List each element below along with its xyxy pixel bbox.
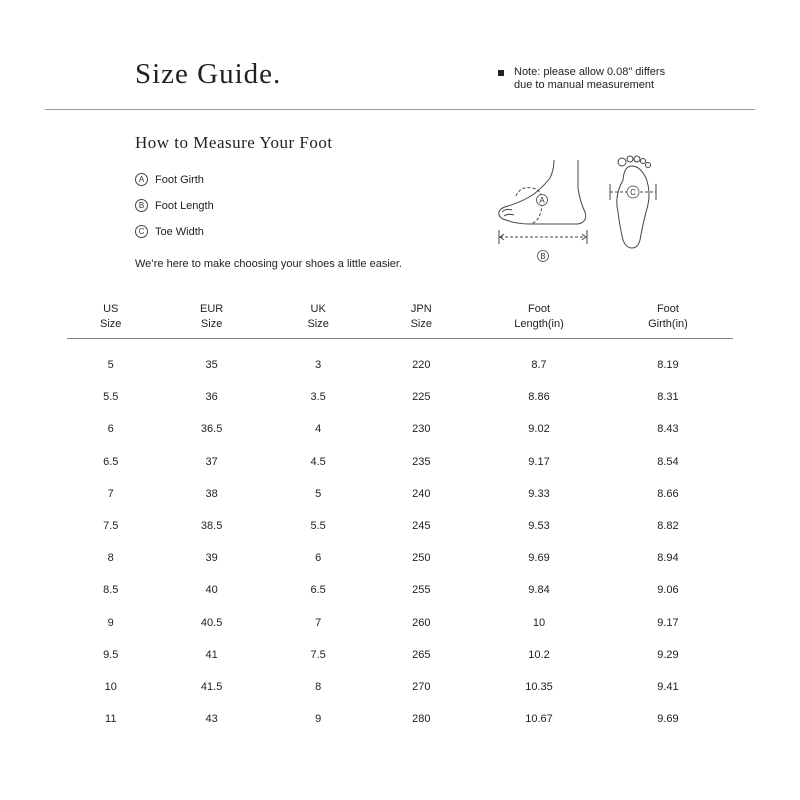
table-cell: 9.33 — [528, 487, 550, 500]
table-cell: 9.69 — [528, 552, 550, 565]
table-cell: 38.5 — [200, 520, 223, 533]
table-row — [67, 413, 733, 445]
table-cell: 39 — [205, 552, 218, 565]
diagram-marker-b: B — [540, 252, 546, 261]
section-title: How to Measure Your Foot — [135, 133, 333, 152]
table-cell: 250 — [412, 552, 431, 565]
legend-item-foot-length — [135, 199, 214, 212]
table-row — [67, 607, 733, 639]
table-row — [67, 542, 733, 574]
col-header-us: US Size — [67, 296, 154, 339]
table-cell: 11 — [105, 713, 117, 726]
table-cell: 9.17 — [528, 455, 550, 468]
table-row — [67, 381, 733, 413]
table-row — [67, 339, 733, 382]
table-cell: 5 — [107, 359, 114, 372]
table-cell: 5 — [315, 487, 322, 500]
table-row — [67, 510, 733, 542]
table-cell: 36.5 — [200, 423, 223, 436]
table-cell: 240 — [412, 487, 431, 500]
note-bullet-icon — [498, 70, 504, 76]
table-row — [67, 574, 733, 606]
table-row — [67, 639, 733, 671]
foot-measurement-diagram — [490, 150, 670, 268]
table-cell: 9.17 — [657, 616, 679, 629]
table-cell: 5.5 — [310, 520, 326, 533]
table-cell: 9.69 — [657, 713, 679, 726]
table-cell: 260 — [412, 616, 431, 629]
table-cell: 9.29 — [657, 648, 679, 661]
foot-sole-view-icon — [617, 166, 649, 248]
table-cell: 40 — [205, 584, 218, 597]
table-cell: 6 — [315, 552, 322, 565]
table-cell: 3 — [315, 359, 322, 372]
table-cell: 40.5 — [200, 616, 223, 629]
table-header-row — [67, 296, 733, 339]
table-cell: 5.5 — [103, 391, 119, 404]
table-cell: 280 — [412, 713, 431, 726]
tagline: We’re here to make choosing your shoes a little easier. — [135, 258, 402, 270]
table-cell: 10.2 — [528, 648, 550, 661]
table-cell: 8.94 — [657, 552, 679, 565]
col-header-foot-length: Foot Length(in) — [475, 296, 603, 339]
table-row — [67, 703, 733, 735]
table-cell: 9.5 — [103, 648, 119, 661]
table-cell: 255 — [412, 584, 431, 597]
marker-c-icon: C — [135, 225, 148, 238]
legend-item-foot-girth — [135, 173, 204, 186]
table-cell: 7 — [107, 487, 114, 500]
measurement-note — [498, 66, 698, 92]
table-cell: 9.84 — [528, 584, 550, 597]
table-cell: 8.5 — [103, 584, 119, 597]
col-header-uk: UK Size — [269, 296, 368, 339]
table-cell: 220 — [412, 359, 431, 372]
legend-label: Foot Length — [155, 199, 214, 212]
col-header-jpn: JPN Size — [367, 296, 475, 339]
table-cell: 9 — [107, 616, 114, 629]
table-cell: 8.82 — [657, 520, 679, 533]
table-cell: 4 — [315, 423, 322, 436]
table-cell: 6.5 — [103, 455, 119, 468]
table-cell: 7.5 — [103, 520, 119, 533]
table-cell: 270 — [412, 680, 431, 693]
table-cell: 8.43 — [657, 423, 679, 436]
girth-dashed-line — [516, 188, 542, 224]
table-cell: 8.54 — [657, 455, 679, 468]
table-cell: 9.53 — [528, 520, 550, 533]
col-header-eur: EUR Size — [154, 296, 268, 339]
table-cell: 10.67 — [525, 713, 553, 726]
table-cell: 8.66 — [657, 487, 679, 500]
table-cell: 8 — [315, 680, 322, 693]
table-cell: 8.86 — [528, 391, 550, 404]
table-cell: 235 — [412, 455, 431, 468]
table-cell: 41.5 — [200, 680, 223, 693]
marker-a-icon: A — [135, 173, 148, 186]
table-cell: 7.5 — [310, 648, 326, 661]
size-table — [67, 296, 733, 735]
table-cell: 245 — [412, 520, 431, 533]
table-cell: 230 — [412, 423, 431, 436]
table-row — [67, 671, 733, 703]
table-cell: 41 — [205, 648, 218, 661]
table-row — [67, 478, 733, 510]
table-cell: 225 — [412, 391, 431, 404]
table-cell: 6 — [107, 423, 114, 436]
table-cell: 10 — [104, 680, 117, 693]
legend-item-toe-width — [135, 225, 204, 238]
note-line-1: Note: please allow 0.08" differs — [514, 66, 666, 78]
table-cell: 4.5 — [310, 455, 326, 468]
table-cell: 8.31 — [657, 391, 679, 404]
table-cell: 3.5 — [310, 391, 326, 404]
marker-b-icon: B — [135, 199, 148, 212]
header-divider — [45, 109, 755, 110]
table-cell: 7 — [315, 616, 322, 629]
table-cell: 9 — [315, 713, 322, 726]
table-cell: 9.41 — [657, 680, 679, 693]
note-line-2: due to manual measurement — [514, 79, 655, 91]
table-row — [67, 446, 733, 478]
diagram-marker-a: A — [539, 196, 545, 205]
page-title: Size Guide. — [135, 58, 282, 90]
table-cell: 10.35 — [525, 680, 553, 693]
table-cell: 8.7 — [531, 359, 547, 372]
table-cell: 38 — [205, 487, 218, 500]
table-cell: 6.5 — [310, 584, 326, 597]
table-cell: 265 — [412, 648, 431, 661]
diagram-marker-c: C — [630, 188, 636, 197]
table-cell: 9.02 — [528, 423, 550, 436]
table-cell: 10 — [532, 616, 546, 629]
table-cell: 35 — [205, 359, 218, 372]
col-header-foot-girth: Foot Girth(in) — [603, 296, 733, 339]
table-cell: 43 — [205, 713, 218, 726]
table-cell: 8.19 — [657, 359, 679, 372]
table-cell: 9.06 — [657, 584, 679, 597]
table-cell: 36 — [205, 391, 218, 404]
legend-label: Toe Width — [155, 225, 204, 238]
table-cell: 8 — [107, 552, 114, 565]
legend-label: Foot Girth — [155, 173, 204, 186]
table-cell: 37 — [205, 455, 218, 468]
